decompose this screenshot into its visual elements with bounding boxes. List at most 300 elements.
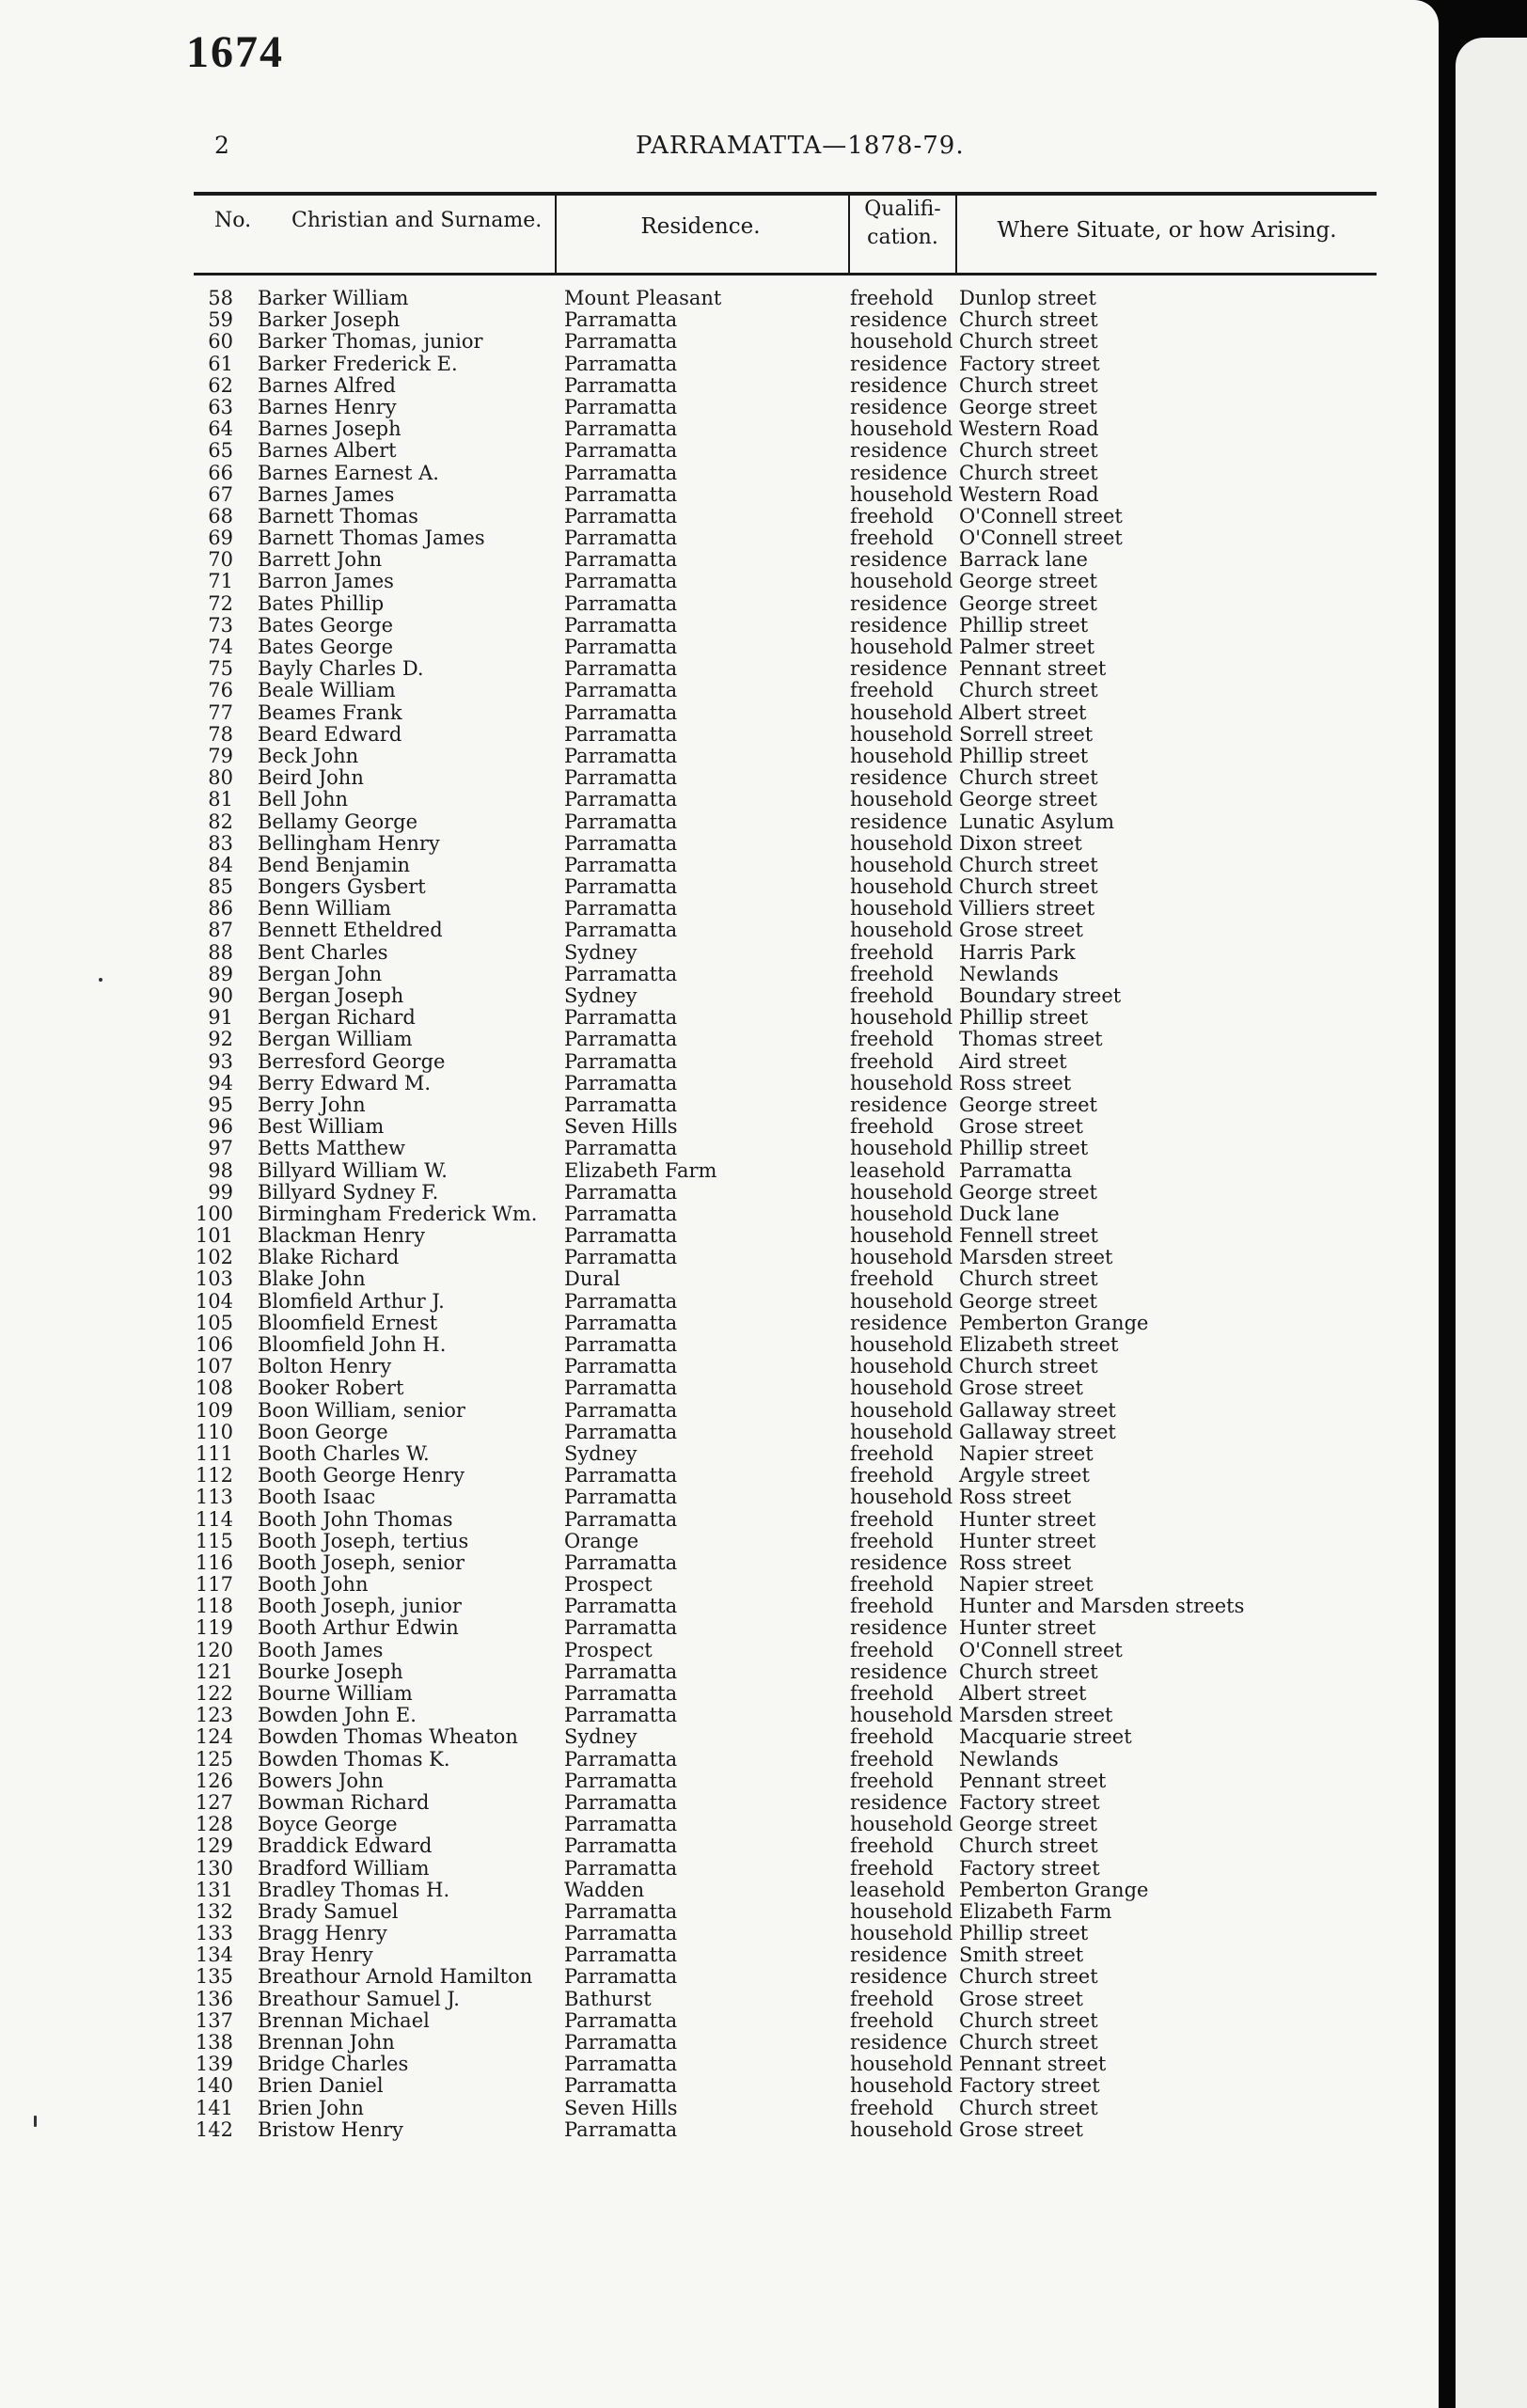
entry-number: 97 <box>208 1137 233 1160</box>
entry-name: Bates George <box>258 613 394 637</box>
table-row <box>0 1923 1439 1944</box>
entry-name: Booth Joseph, senior <box>258 1550 465 1574</box>
entry-number: 114 <box>195 1507 233 1531</box>
entry-where-situate: Villiers street <box>959 897 1095 921</box>
entry-qualification: residence <box>850 1944 948 1967</box>
table-row <box>0 418 1439 440</box>
entry-residence: Parramatta <box>564 788 678 811</box>
entry-qualification: household <box>850 875 953 899</box>
table-row <box>0 1204 1439 1225</box>
entry-where-situate: Phillip street <box>959 1137 1089 1160</box>
entry-qualification: residence <box>850 2031 948 2054</box>
entry-name: Booth John Thomas <box>258 1507 453 1531</box>
entry-residence: Parramatta <box>564 1289 678 1313</box>
entry-name: Beard Edward <box>258 722 402 746</box>
table-row <box>0 309 1439 331</box>
table-row <box>0 1400 1439 1422</box>
table-row <box>0 942 1439 964</box>
entry-qualification: household <box>850 1071 953 1094</box>
entry-number: 81 <box>208 788 233 811</box>
table-row <box>0 1705 1439 1726</box>
header-residence: Residence. <box>640 214 761 239</box>
page-number: 2 <box>214 132 229 159</box>
table-row <box>0 2098 1439 2119</box>
entry-number: 116 <box>195 1550 233 1574</box>
table-row <box>0 964 1439 985</box>
entry-residence: Seven Hills <box>564 2096 678 2119</box>
entry-qualification: residence <box>850 766 948 790</box>
entry-where-situate: George street <box>959 570 1097 593</box>
entry-qualification: household <box>850 1289 953 1313</box>
entry-qualification: freehold <box>850 1987 934 2010</box>
entry-residence: Parramatta <box>564 1071 678 1094</box>
entry-where-situate: Hunter and Marsden streets <box>959 1595 1245 1618</box>
entry-name: Benn William <box>258 897 392 921</box>
entry-name: Barnett Thomas <box>258 504 418 527</box>
entry-number: 59 <box>208 308 233 332</box>
entry-number: 120 <box>195 1638 233 1661</box>
entry-name: Booker Robert <box>258 1377 404 1400</box>
entry-name: Breathour Arnold Hamilton <box>258 1965 533 1989</box>
entry-name: Barnes Albert <box>258 439 397 463</box>
entry-residence: Prospect <box>564 1638 653 1661</box>
entry-qualification: freehold <box>850 1725 934 1749</box>
table-row <box>0 440 1439 462</box>
entry-name: Bergan William <box>258 1028 413 1051</box>
entry-where-situate: Pennant street <box>959 1769 1107 1792</box>
entry-residence: Prospect <box>564 1573 653 1597</box>
entry-qualification: household <box>850 788 953 811</box>
table-row <box>0 1683 1439 1705</box>
entry-where-situate: Church street <box>959 2031 1098 2054</box>
entry-qualification: residence <box>850 439 948 463</box>
table-row <box>0 331 1439 353</box>
entry-residence: Sydney <box>564 940 638 964</box>
entry-qualification: leasehold <box>850 1878 946 1901</box>
entry-residence: Parramatta <box>564 1180 678 1204</box>
header-where-situate: Where Situate, or how Arising. <box>997 218 1337 243</box>
table-row <box>0 1552 1439 1574</box>
entry-residence: Parramatta <box>564 1813 678 1836</box>
entry-number: 74 <box>208 636 233 658</box>
table-row <box>0 898 1439 920</box>
entry-qualification: household <box>850 1355 953 1378</box>
entry-number: 73 <box>208 613 233 637</box>
entry-number: 132 <box>195 1899 233 1923</box>
entry-residence: Parramatta <box>564 330 678 354</box>
entry-residence: Parramatta <box>564 1464 678 1487</box>
entry-number: 121 <box>195 1660 233 1683</box>
entry-name: Brien John <box>258 2096 364 2119</box>
table-row <box>0 1029 1439 1050</box>
entry-number: 68 <box>208 504 233 527</box>
entry-name: Bayly Charles D. <box>258 657 424 681</box>
entry-number: 89 <box>208 962 233 985</box>
entry-qualification: freehold <box>850 1682 934 1705</box>
entry-where-situate: Elizabeth Farm <box>959 1899 1112 1923</box>
table-row <box>0 2054 1439 2075</box>
entry-number: 77 <box>208 700 233 724</box>
entry-residence: Parramatta <box>564 1420 678 1443</box>
entry-qualification: household <box>850 1180 953 1204</box>
entry-residence: Parramatta <box>564 570 678 593</box>
entry-where-situate: Phillip street <box>959 1922 1089 1945</box>
entry-name: Bowman Richard <box>258 1790 430 1814</box>
table-row <box>0 506 1439 527</box>
entry-where-situate: O'Connell street <box>959 504 1123 527</box>
table-row <box>0 1422 1439 1443</box>
entry-where-situate: Albert street <box>959 1682 1087 1705</box>
entry-qualification: freehold <box>850 504 934 527</box>
entry-qualification: freehold <box>850 527 934 550</box>
entry-residence: Parramatta <box>564 2074 678 2098</box>
entry-number: 119 <box>195 1616 233 1640</box>
entry-name: Barker Joseph <box>258 308 401 332</box>
entry-number: 80 <box>208 766 233 790</box>
table-row <box>0 658 1439 680</box>
table-row <box>0 1051 1439 1073</box>
entry-where-situate: Pemberton Grange <box>959 1878 1149 1901</box>
entry-where-situate: Church street <box>959 766 1098 790</box>
entry-qualification: household <box>850 744 953 767</box>
entry-name: Barron James <box>258 570 394 593</box>
entry-qualification: residence <box>850 1093 948 1116</box>
entry-name: Blake John <box>258 1267 366 1291</box>
entry-name: Boon George <box>258 1420 388 1443</box>
entry-qualification: residence <box>850 657 948 681</box>
entry-where-situate: Church street <box>959 853 1098 876</box>
entry-number: 71 <box>208 570 233 593</box>
table-row <box>0 1160 1439 1182</box>
table-row <box>0 2010 1439 2032</box>
entry-number: 100 <box>195 1202 233 1225</box>
entry-where-situate: Dunlop street <box>959 287 1096 309</box>
entry-number: 98 <box>208 1158 233 1182</box>
entry-name: Blake Richard <box>258 1246 400 1269</box>
entry-residence: Parramatta <box>564 1355 678 1378</box>
entry-qualification: freehold <box>850 1638 934 1661</box>
entry-qualification: residence <box>850 1311 948 1334</box>
entry-name: Barker Thomas, junior <box>258 330 483 354</box>
entry-name: Bates Phillip <box>258 591 385 615</box>
entry-number: 78 <box>208 722 233 746</box>
entry-where-situate: Church street <box>959 875 1098 899</box>
table-row <box>0 1771 1439 1792</box>
entry-qualification: residence <box>850 352 948 375</box>
entry-qualification: freehold <box>850 984 934 1007</box>
entry-number: 104 <box>195 1289 233 1313</box>
table-row <box>0 527 1439 549</box>
entry-residence: Parramatta <box>564 461 678 484</box>
entry-qualification: household <box>850 1246 953 1269</box>
entry-where-situate: Elizabeth street <box>959 1333 1119 1356</box>
entry-where-situate: Western Road <box>959 417 1099 441</box>
entry-residence: Parramatta <box>564 1682 678 1705</box>
table-row <box>0 702 1439 724</box>
entry-where-situate: Church street <box>959 373 1098 397</box>
entry-qualification: residence <box>850 591 948 615</box>
entry-where-situate: Duck lane <box>959 1202 1060 1225</box>
table-row <box>0 637 1439 658</box>
entry-qualification: household <box>850 1224 953 1248</box>
entry-residence: Parramatta <box>564 591 678 615</box>
table-row <box>0 1094 1439 1116</box>
entry-where-situate: Factory street <box>959 352 1100 375</box>
entry-residence: Parramatta <box>564 2031 678 2054</box>
table-row <box>0 571 1439 592</box>
table-row <box>0 1487 1439 1508</box>
entry-name: Birmingham Frederick Wm. <box>258 1202 538 1225</box>
entry-where-situate: Phillip street <box>959 613 1089 637</box>
table-row <box>0 1640 1439 1661</box>
entry-name: Bridge Charles <box>258 2053 409 2076</box>
entry-name: Bourke Joseph <box>258 1660 403 1683</box>
entry-residence: Parramatta <box>564 1486 678 1509</box>
entry-qualification: freehold <box>850 1049 934 1073</box>
header-qualification-line1: Qualifi- <box>864 197 941 221</box>
entry-qualification: household <box>850 330 953 354</box>
table-row <box>0 2075 1439 2097</box>
entry-where-situate: Church street <box>959 308 1098 332</box>
entry-name: Bates George <box>258 636 394 658</box>
speck <box>99 978 102 982</box>
table-row <box>0 463 1439 484</box>
entry-residence: Parramatta <box>564 853 678 876</box>
entry-name: Billyard William W. <box>258 1158 448 1182</box>
entry-where-situate: Phillip street <box>959 744 1089 767</box>
entry-number: 95 <box>208 1093 233 1116</box>
entry-qualification: household <box>850 919 953 942</box>
entry-qualification: residence <box>850 395 948 418</box>
table-row <box>0 1989 1439 2010</box>
entry-name: Berry John <box>258 1093 366 1116</box>
entry-qualification: residence <box>850 613 948 637</box>
entry-where-situate: Marsden street <box>959 1704 1113 1727</box>
entry-number: 111 <box>195 1441 233 1465</box>
entry-qualification: residence <box>850 373 948 397</box>
entry-residence: Parramatta <box>564 897 678 921</box>
entry-residence: Parramatta <box>564 1333 678 1356</box>
entry-qualification: residence <box>850 548 948 572</box>
entry-where-situate: Gallaway street <box>959 1398 1116 1422</box>
entry-name: Bennett Etheldred <box>258 919 443 942</box>
entry-number: 94 <box>208 1071 233 1094</box>
entry-residence: Sydney <box>564 1441 638 1465</box>
entry-name: Booth John <box>258 1573 369 1597</box>
header-qualification <box>850 196 955 252</box>
entry-where-situate: Factory street <box>959 2074 1100 2098</box>
entry-where-situate: Smith street <box>959 1944 1084 1967</box>
entry-qualification: household <box>850 2053 953 2076</box>
entry-residence: Wadden <box>564 1878 645 1901</box>
entry-name: Bent Charles <box>258 940 388 964</box>
entry-residence: Parramatta <box>564 373 678 397</box>
entry-where-situate: George street <box>959 1813 1097 1836</box>
entry-residence: Parramatta <box>564 1028 678 1051</box>
entry-number: 139 <box>195 2053 233 2076</box>
entry-residence: Parramatta <box>564 657 678 681</box>
entry-qualification: freehold <box>850 1769 934 1792</box>
entry-number: 105 <box>195 1311 233 1334</box>
entry-name: Barker William <box>258 287 409 309</box>
entry-number: 110 <box>195 1420 233 1443</box>
entry-residence: Parramatta <box>564 417 678 441</box>
entry-number: 82 <box>208 810 233 833</box>
entry-qualification: household <box>850 1006 953 1030</box>
entry-residence: Parramatta <box>564 482 678 506</box>
table-row <box>0 1247 1439 1268</box>
entry-number: 60 <box>208 330 233 354</box>
entry-residence: Parramatta <box>564 1093 678 1116</box>
table-row <box>0 1661 1439 1683</box>
entry-residence: Parramatta <box>564 1944 678 1967</box>
entry-name: Booth George Henry <box>258 1464 464 1487</box>
entry-number: 115 <box>195 1529 233 1552</box>
entry-where-situate: Ross street <box>959 1550 1072 1574</box>
entry-residence: Parramatta <box>564 1965 678 1989</box>
entry-where-situate: Church street <box>959 439 1098 463</box>
table-row <box>0 1443 1439 1465</box>
entry-residence: Parramatta <box>564 636 678 658</box>
entry-where-situate: George street <box>959 395 1097 418</box>
entry-residence: Sydney <box>564 984 638 1007</box>
entry-residence: Parramatta <box>564 1660 678 1683</box>
table-row <box>0 1313 1439 1334</box>
entry-where-situate: Church street <box>959 2096 1098 2119</box>
entry-residence: Parramatta <box>564 1769 678 1792</box>
entry-name: Bend Benjamin <box>258 853 411 876</box>
entry-where-situate: Napier street <box>959 1573 1094 1597</box>
entry-where-situate: Phillip street <box>959 1006 1089 1030</box>
table-row <box>0 767 1439 789</box>
entry-qualification: household <box>850 1398 953 1422</box>
entry-where-situate: Grose street <box>959 1115 1083 1139</box>
entry-where-situate: Grose street <box>959 2117 1083 2141</box>
speck <box>34 2116 37 2127</box>
entry-qualification: household <box>850 722 953 746</box>
entry-residence: Parramatta <box>564 1377 678 1400</box>
entry-number: 75 <box>208 657 233 681</box>
entry-number: 131 <box>195 1878 233 1901</box>
entry-qualification: household <box>850 1202 953 1225</box>
entry-where-situate: Church street <box>959 1965 1098 1989</box>
entry-number: 141 <box>195 2096 233 2119</box>
entry-qualification: household <box>850 1333 953 1356</box>
entry-name: Bragg Henry <box>258 1922 387 1945</box>
header-no: No. <box>214 209 252 232</box>
table-row <box>0 1858 1439 1880</box>
page-stamp-number: 1674 <box>186 27 284 77</box>
entry-where-situate: Marsden street <box>959 1246 1113 1269</box>
entry-name: Bongers Gysbert <box>258 875 426 899</box>
entry-where-situate: Pemberton Grange <box>959 1311 1149 1334</box>
entry-name: Bell John <box>258 788 349 811</box>
entry-residence: Parramatta <box>564 831 678 855</box>
entry-where-situate: Pennant street <box>959 657 1107 681</box>
table-row <box>0 2119 1439 2141</box>
entry-qualification: residence <box>850 461 948 484</box>
table-row <box>0 1073 1439 1094</box>
entry-qualification: freehold <box>850 2008 934 2032</box>
entry-number: 129 <box>195 1834 233 1858</box>
entry-name: Bellingham Henry <box>258 831 440 855</box>
entry-residence: Parramatta <box>564 1595 678 1618</box>
entry-name: Berry Edward M. <box>258 1071 432 1094</box>
entry-qualification: household <box>850 1420 953 1443</box>
entry-number: 84 <box>208 853 233 876</box>
table-row <box>0 1007 1439 1029</box>
entry-residence: Parramatta <box>564 1922 678 1945</box>
table-row <box>0 1356 1439 1377</box>
table-row <box>0 1726 1439 1748</box>
entry-name: Brien Daniel <box>258 2074 384 2098</box>
entry-number: 112 <box>195 1464 233 1487</box>
entry-qualification: freehold <box>850 1115 934 1139</box>
entry-number: 108 <box>195 1377 233 1400</box>
entry-number: 85 <box>208 875 233 899</box>
entry-residence: Parramatta <box>564 1311 678 1334</box>
entry-name: Barnes Alfred <box>258 373 396 397</box>
entry-number: 126 <box>195 1769 233 1792</box>
entry-where-situate: Thomas street <box>959 1028 1103 1051</box>
table-row <box>0 724 1439 746</box>
entry-residence: Parramatta <box>564 962 678 985</box>
entry-name: Bloomfield Ernest <box>258 1311 438 1334</box>
table-row <box>0 1138 1439 1159</box>
entry-residence: Parramatta <box>564 439 678 463</box>
table-row <box>0 1116 1439 1138</box>
entry-where-situate: Boundary street <box>959 984 1122 1007</box>
entry-residence: Parramatta <box>564 919 678 942</box>
adjacent-page-edge <box>1456 38 1527 2408</box>
entry-where-situate: Grose street <box>959 1377 1083 1400</box>
entry-number: 83 <box>208 831 233 855</box>
entry-qualification: household <box>850 1486 953 1509</box>
entry-qualification: freehold <box>850 1595 934 1618</box>
entry-qualification: freehold <box>850 1267 934 1291</box>
entry-number: 61 <box>208 352 233 375</box>
table-row <box>0 811 1439 833</box>
entry-where-situate: Hunter street <box>959 1507 1096 1531</box>
entry-number: 124 <box>195 1725 233 1749</box>
entry-qualification: household <box>850 2074 953 2098</box>
entry-number: 109 <box>195 1398 233 1422</box>
entry-name: Bourne William <box>258 1682 413 1705</box>
table-row <box>0 375 1439 397</box>
entry-number: 106 <box>195 1333 233 1356</box>
entry-number: 123 <box>195 1704 233 1727</box>
table-row <box>0 1291 1439 1313</box>
entry-name: Barnes Joseph <box>258 417 401 441</box>
entry-qualification: residence <box>850 1550 948 1574</box>
entry-where-situate: Pennant street <box>959 2053 1107 2076</box>
entry-qualification: household <box>850 636 953 658</box>
entry-where-situate: Church street <box>959 1834 1098 1858</box>
entry-residence: Parramatta <box>564 1704 678 1727</box>
entry-number: 70 <box>208 548 233 572</box>
entry-where-situate: Ross street <box>959 1071 1072 1094</box>
entry-name: Bergan John <box>258 962 383 985</box>
entry-where-situate: Church street <box>959 1660 1098 1683</box>
entry-where-situate: George street <box>959 591 1097 615</box>
table-row <box>0 833 1439 855</box>
entry-where-situate: Factory street <box>959 1790 1100 1814</box>
entry-name: Booth Joseph, tertius <box>258 1529 469 1552</box>
entry-where-situate: Hunter street <box>959 1529 1096 1552</box>
entry-number: 58 <box>208 287 233 309</box>
table-row <box>0 1966 1439 1988</box>
entry-qualification: household <box>850 1704 953 1727</box>
